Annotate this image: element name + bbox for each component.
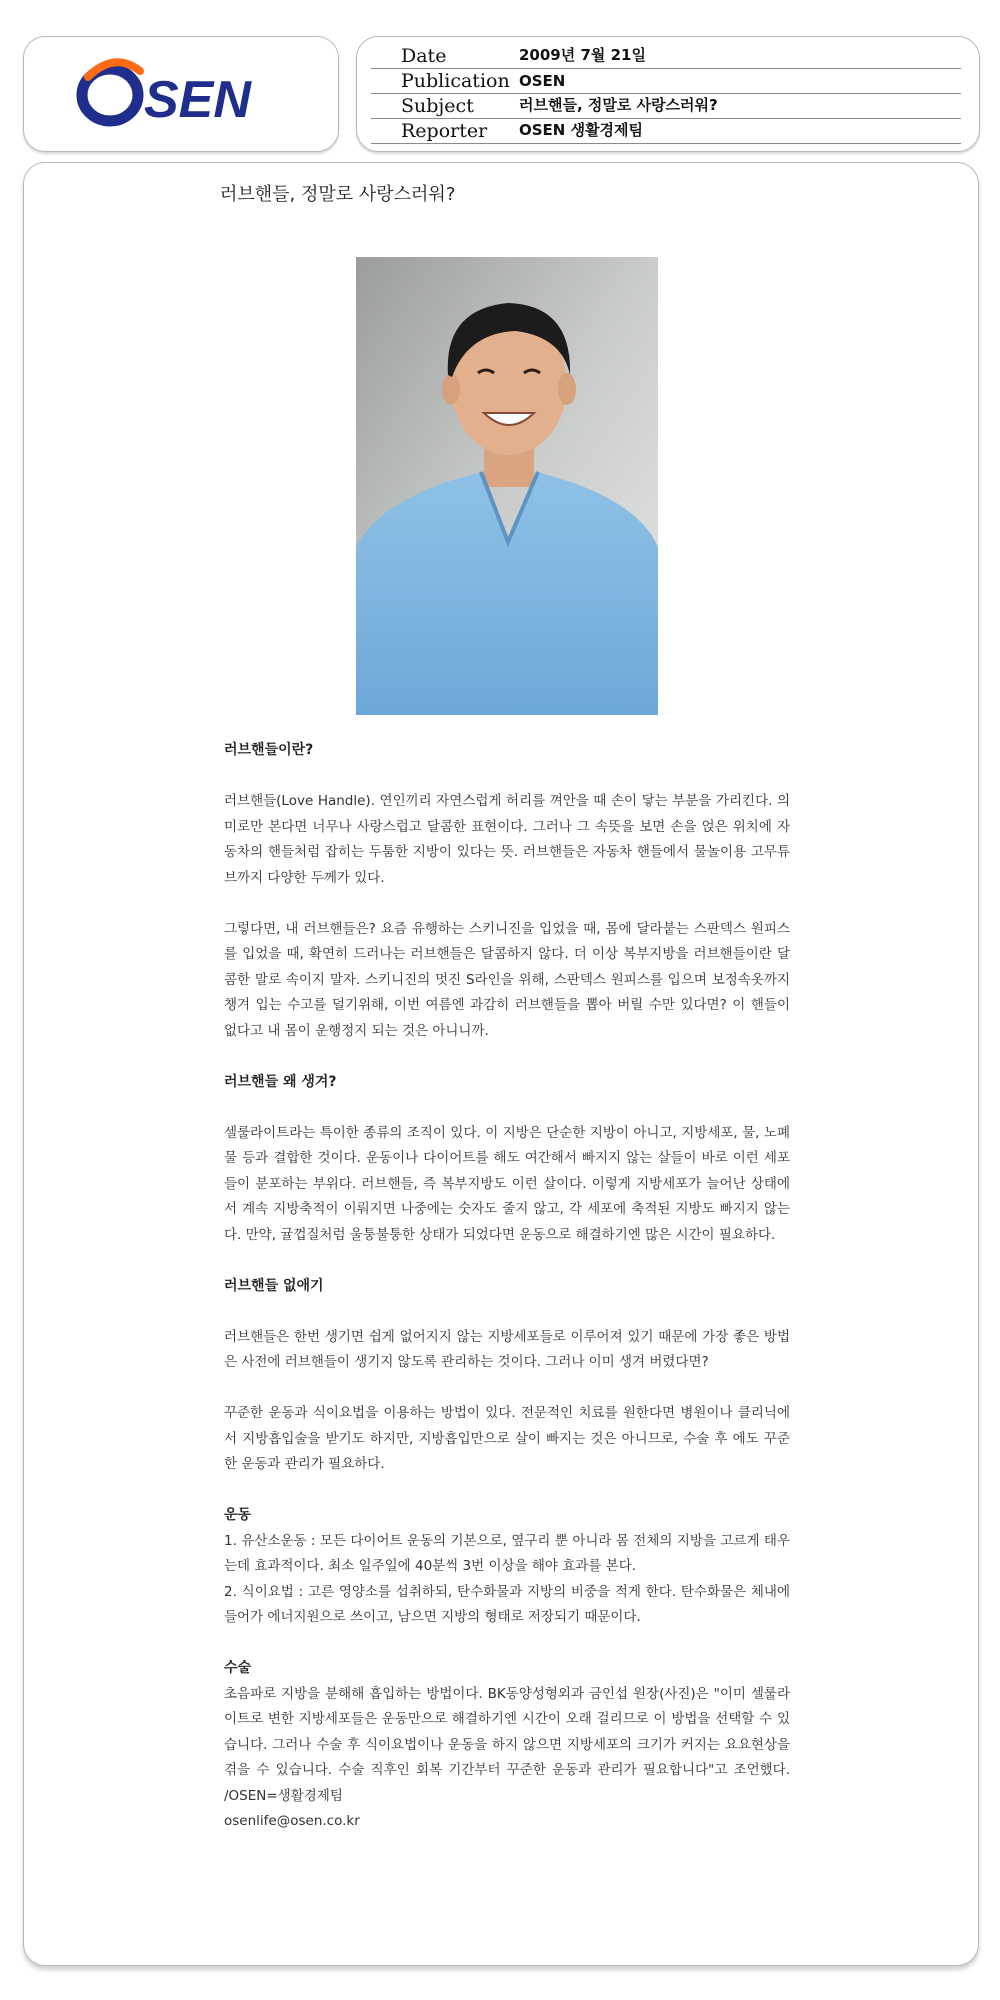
- paragraph: 초음파로 지방을 분해해 흡입하는 방법이다. BK동양성형외과 금인섭 원장(사진)은 "이미 셀룰라이트로 변한 지방세포들은 운동만으로 해결하기엔 시간이 오래 걸리므로 이 방법을 선택할 수 있습니다. 그러나 수술 후 식이요법이나 운동을 하지 않으면 지방세포의 크기가 커지는 요요현상을 겪을 수 있습니다. 수술 직후인 회복 기간부터 꾸준한 운동과 관리가 필요합니다"고 조언했다. /OSEN=생활경제팀: [224, 1685, 790, 1804]
- meta-label: Subject: [401, 95, 474, 117]
- doctor-photo: [356, 257, 658, 715]
- meta-row-subject: [371, 93, 961, 119]
- meta-label: Date: [401, 45, 447, 67]
- meta-label: Reporter: [401, 120, 488, 142]
- paragraph: 러브핸들(Love Handle). 연인끼리 자연스럽게 허리를 껴안을 때 손이 닿는 부분을 가리킨다. 의미로만 본다면 너무나 사랑스럽고 달콤한 표현이다. 그러나 그 속뜻을 보면 손을 얹은 위치에 자동차의 핸들처럼 잡히는 두툼한 지방이 있다는 뜻. 러브핸들은 자동차 핸들에서 물놀이용 고무튜브까지 다양한 두께가 있다.: [224, 793, 790, 886]
- meta-value: 2009년 7월 21일: [519, 46, 646, 64]
- doctor-portrait-icon: [356, 257, 658, 715]
- meta-row-reporter: [371, 118, 961, 144]
- paragraph: 그렇다면, 내 러브핸들은? 요즘 유행하는 스키니진을 입었을 때, 몸에 달라붙는 스판덱스 원피스를 입었을 때, 확연히 드러나는 러브핸들은 달콤하지 않다. 더 이상 복부지방을 러브핸들이란 달콤한 말로 속이지 말자. 스키니진의 멋진 S라인을 위해, 스판덱스 원피스를 입으며 보정속옷까지 챙겨 입는 수고를 덜기위해, 이번 여름엔 과감히 러브핸들을 뽑아 버릴 수만 있다면? 이 핸들이 없다고 내 몸이 운행정지 되는 것은 아니니까.: [224, 920, 790, 1039]
- article-headline: 러브핸들, 정말로 사랑스러워?: [220, 184, 456, 205]
- logo-text: SEN: [144, 71, 251, 129]
- section-heading: 러브핸들이란?: [224, 742, 314, 758]
- meta-row-date: [371, 43, 961, 69]
- meta-box: [356, 36, 980, 152]
- meta-value: OSEN 생활경제팀: [519, 121, 644, 139]
- meta-label: Publication: [401, 70, 510, 92]
- section-heading: 러브핸들 없애기: [224, 1277, 324, 1294]
- meta-row-publication: [371, 68, 961, 94]
- meta-value: 러브핸들, 정말로 사랑스러워?: [519, 96, 718, 114]
- paragraph: 러브핸들은 한번 생기면 쉽게 없어지지 않는 지방세포들로 이루어져 있기 때문에 가장 좋은 방법은 사전에 러브핸들이 생기지 않도록 관리하는 것이다. 그러나 이미 생겨 버렸다면?: [224, 1328, 790, 1370]
- article-body: [224, 738, 790, 1835]
- paragraph: 셀룰라이트라는 특이한 종류의 조직이 있다. 이 지방은 단순한 지방이 아니고, 지방세포, 물, 노폐물 등과 결합한 것이다. 운동이나 다이어트를 해도 여간해서 빠지지 않는 살들이 바로 이런 세포들이 분포하는 부위다. 러브핸들, 즉 복부지방도 이런 살이다. 이렇게 지방세포가 늘어난 상태에서 계속 지방축적이 이뤄지면 나중에는 숫자도 줄지 않고, 각 세포에 축적된 지방도 빠지지 않는다. 만약, 귤껍질처럼 울퉁불퉁한 상태가 되었다면 운동으로 해결하기엔 많은 시간이 필요하다.: [224, 1124, 790, 1243]
- section-heading: 운동: [224, 1507, 252, 1523]
- paragraph: 꾸준한 운동과 식이요법을 이용하는 방법이 있다. 전문적인 치료를 원한다면 병원이나 클리닉에서 지방흡입술을 받기도 하지만, 지방흡입만으로 살이 빠지는 것은 아니므로, 수술 후 에도 꾸준한 운동과 관리가 필요하다.: [224, 1405, 790, 1472]
- meta-value: OSEN: [519, 72, 566, 90]
- osen-logo: [74, 57, 294, 131]
- paragraph: 1. 유산소운동 : 모든 다이어트 운동의 기본으로, 옆구리 뿐 아니라 몸 전체의 지방을 고르게 태우는데 효과적이다. 최소 일주일에 40분씩 3번 이상을 해야 효과를 본다.: [224, 1532, 790, 1574]
- paragraph: 2. 식이요법 : 고른 영양소를 섭취하되, 탄수화물과 지방의 비중을 적게 한다. 탄수화물은 체내에 들어가 에너지원으로 쓰이고, 남으면 지방의 형태로 저장되기 때문이다.: [224, 1583, 790, 1625]
- section-heading: 수술: [224, 1660, 252, 1676]
- logo-box: [23, 36, 339, 152]
- reporter-email: osenlife@osen.co.kr: [224, 1813, 360, 1829]
- section-heading: 러브핸들 왜 생겨?: [224, 1073, 337, 1090]
